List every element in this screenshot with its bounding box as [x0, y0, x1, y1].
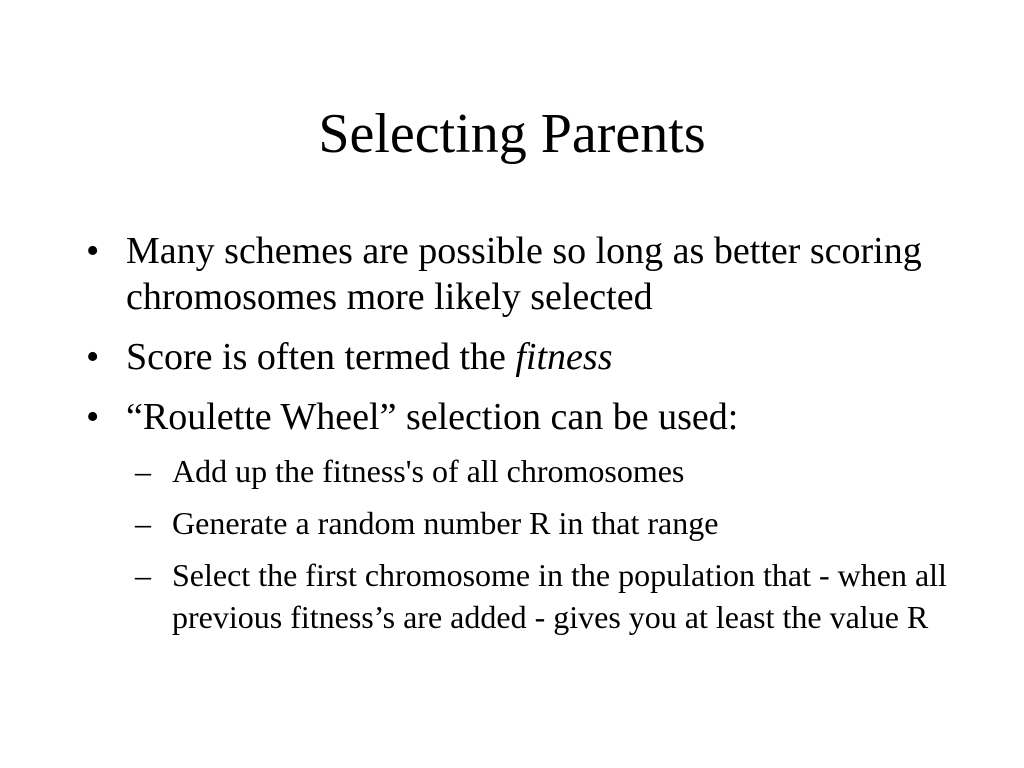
bullet-item: [86, 334, 986, 380]
bullet-emphasis: fitness: [515, 336, 613, 378]
bullet-mark: •: [86, 336, 100, 378]
sub-bullet-mark: –: [135, 505, 151, 541]
bullet-text: Many schemes are possible so long as better scoring chromosomes more likely selected: [126, 230, 922, 318]
sub-bullet-text: Select the first chromosome in the population that - when all previous fitness’s are added - gives you at least the value R: [172, 557, 947, 635]
sub-bullet-item: [86, 554, 986, 638]
sub-bullet-mark: –: [135, 557, 151, 593]
bullet-item: [86, 394, 986, 440]
bullet-mark: •: [86, 230, 100, 272]
slide-title: Selecting Parents: [318, 103, 706, 165]
sub-bullet-item: [86, 502, 986, 544]
sub-bullet-text: Add up the fitness's of all chromosomes: [172, 453, 685, 489]
bullet-list: [86, 228, 986, 648]
bullet-text: Score is often termed the: [126, 336, 516, 378]
bullet-mark: •: [86, 396, 100, 438]
sub-bullet-item: [86, 450, 986, 492]
sub-bullet-text: Generate a random number R in that range: [172, 505, 719, 541]
sub-bullet-mark: –: [135, 453, 151, 489]
sub-bullet-list: [86, 450, 986, 638]
bullet-text: “Roulette Wheel” selection can be used:: [126, 396, 739, 438]
bullet-item: [86, 228, 986, 320]
